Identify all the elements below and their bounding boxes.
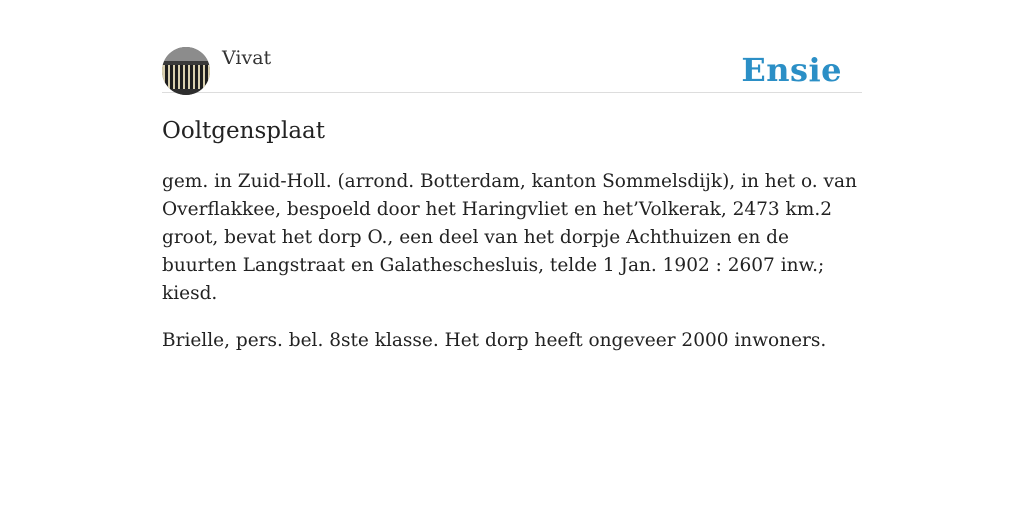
page-title: Ooltgensplaat [162, 118, 325, 144]
header [162, 46, 862, 93]
brand-logo[interactable]: Ensie [741, 51, 842, 89]
paragraph: gem. in Zuid-Holl. (arrond. Botterdam, kanton Sommelsdijk), in het o. van Overflakkee, bespoeld door het Haringvliet en het’Volkerak, 2473 km.2 groot, bevat het dorp O., een deel van het dorpje Achthuizen en de buurten Langstraat en Galatheschesluis, telde 1 Jan. 1902 : 2607 inw.; kiesd. [162, 171, 857, 304]
avatar[interactable] [162, 47, 210, 95]
paragraph: Brielle, pers. bel. 8ste klasse. Het dorp heeft ongeveer 2000 inwoners. [162, 330, 827, 351]
author-name[interactable]: Vivat [222, 47, 272, 69]
page-container [162, 46, 862, 351]
article-body [162, 168, 862, 374]
bookshelf-avatar-icon [162, 47, 210, 95]
